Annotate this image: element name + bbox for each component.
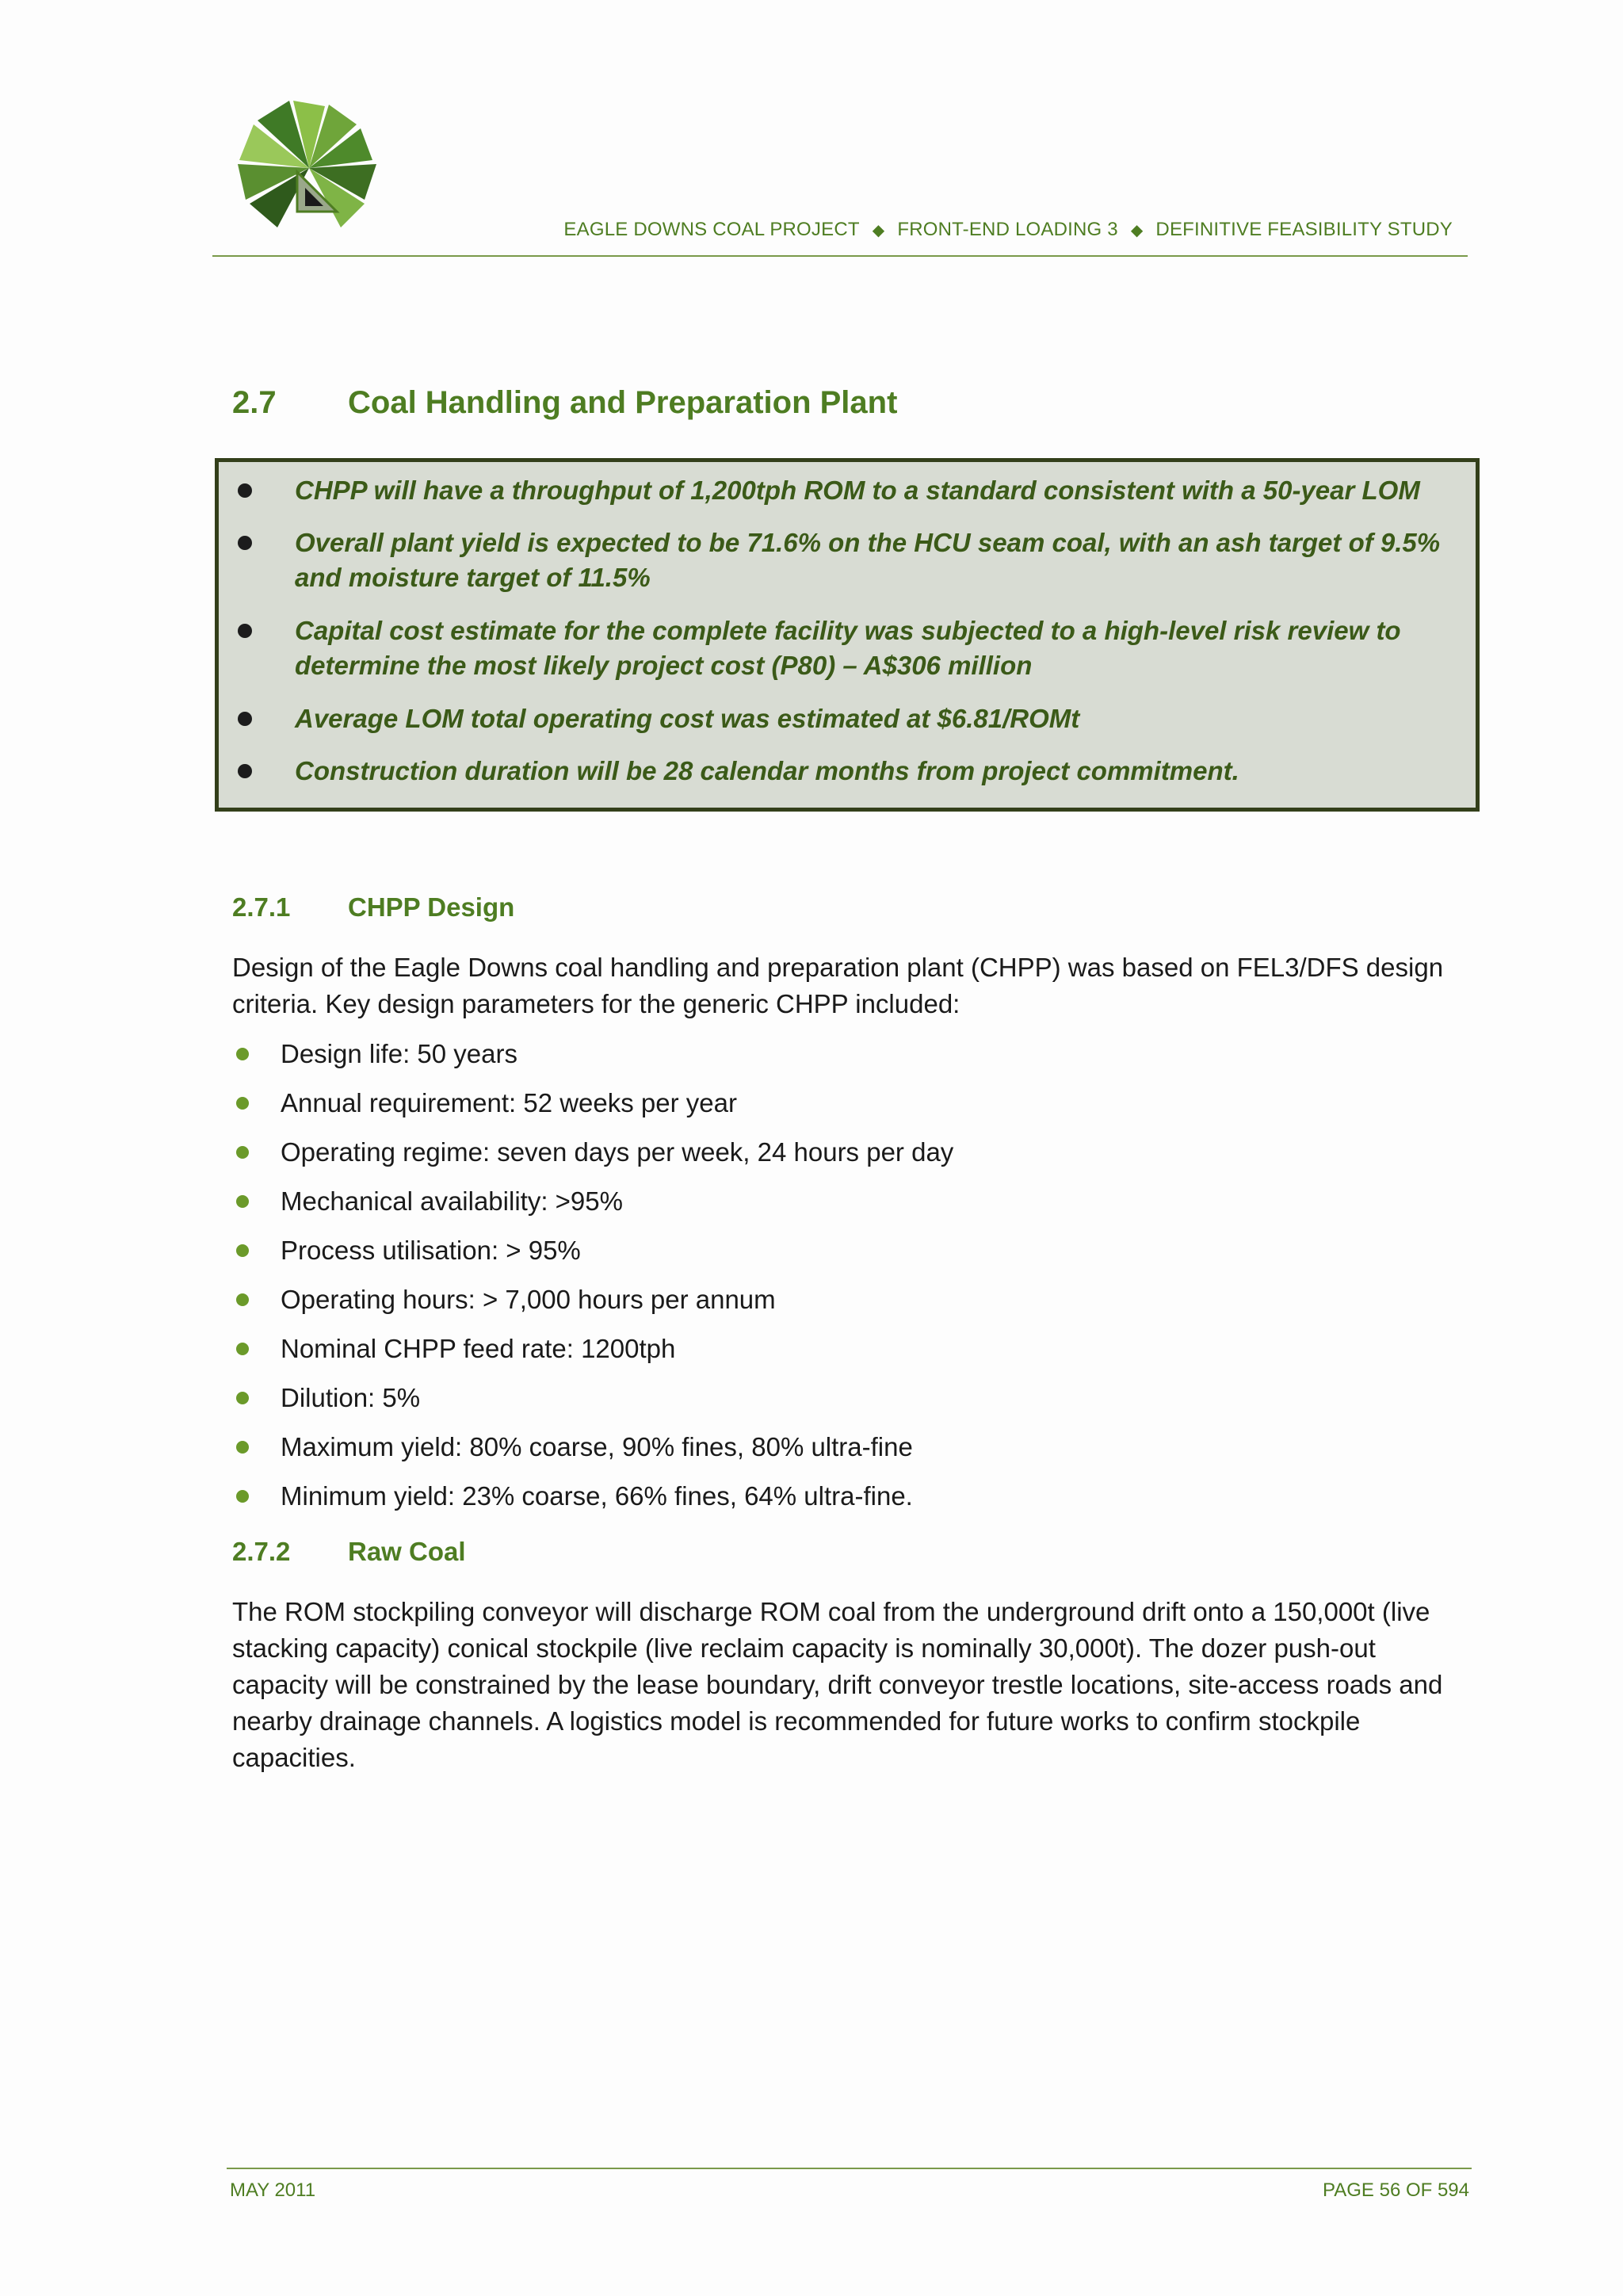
subsection-number: 2.7.2 xyxy=(232,1537,291,1566)
raw-coal-paragraph: The ROM stockpiling conveyor will discharge ROM coal from the underground drift onto a 150,000t (live stacking capacity) conical stockpile (live reclaim capacity is nominally 30,000t). The dozer push-out capacity will be constrained by the lease boundary, drift conveyor trestle locations, site-access roads and nearby drainage channels. A logistics model is recommended for future works to confirm stockpile capacities. xyxy=(232,1597,1443,1772)
header-study: DEFINITIVE FEASIBILITY STUDY xyxy=(1155,219,1453,240)
summary-item: Construction duration will be 28 calendar months from project commitment. xyxy=(219,754,1476,789)
summary-item: Average LOM total operating cost was estimated at $6.81/ROMt xyxy=(219,701,1476,736)
bullet-dot-icon xyxy=(236,1244,249,1257)
subsection-title: Raw Coal xyxy=(348,1537,466,1566)
header-phase: FRONT-END LOADING 3 xyxy=(897,219,1118,240)
section-title: Coal Handling and Preparation Plant xyxy=(348,385,898,420)
bullet-dot-icon xyxy=(238,536,252,550)
bullet-dot-icon xyxy=(236,1195,249,1208)
section-number: 2.7 xyxy=(232,385,277,420)
header-project: EAGLE DOWNS COAL PROJECT xyxy=(563,219,860,240)
bullet-dot-icon xyxy=(236,1146,249,1159)
bullet-dot-icon xyxy=(236,1097,249,1110)
summary-box xyxy=(215,458,1480,812)
bullet-dot-icon xyxy=(238,483,252,498)
summary-item: CHPP will have a throughput of 1,200tph ROM to a standard consistent with a 50-year LOM xyxy=(219,473,1476,508)
bullet-dot-icon xyxy=(238,764,252,778)
subsection-heading xyxy=(232,1537,466,1567)
bullet-dot-icon xyxy=(236,1490,249,1503)
summary-item: Overall plant yield is expected to be 71.6% on the HCU seam coal, with an ash target of 9.5% and moisture target of 11.5% xyxy=(219,525,1476,595)
running-header xyxy=(563,219,1453,241)
footer-divider xyxy=(227,2168,1472,2169)
footer-date: MAY 2011 xyxy=(230,2179,316,2201)
diamond-icon: ◆ xyxy=(1130,221,1144,239)
bullet-dot-icon xyxy=(236,1293,249,1306)
section-heading xyxy=(232,385,897,421)
bullet-dot-icon xyxy=(236,1392,249,1404)
bullet-dot-icon xyxy=(238,624,252,638)
intro-paragraph: Design of the Eagle Downs coal handling and preparation plant (CHPP) was based on FEL3/DFS design criteria. Key design parameters for the generic CHPP included: xyxy=(232,953,1444,1018)
subsection-heading xyxy=(232,892,514,923)
diamond-icon: ◆ xyxy=(872,221,885,239)
subsection-title: CHPP Design xyxy=(348,892,515,922)
footer-page-number: PAGE 56 OF 594 xyxy=(1323,2179,1469,2201)
header-divider xyxy=(212,255,1468,257)
bullet-dot-icon xyxy=(236,1441,249,1454)
bullet-dot-icon xyxy=(238,712,252,726)
summary-item: Capital cost estimate for the complete facility was subjected to a high-level risk review to determine the most likely project cost (P80) – A$306 million xyxy=(219,613,1476,683)
pinwheel-logo-icon xyxy=(230,89,388,247)
bullet-dot-icon xyxy=(236,1048,249,1060)
subsection-number: 2.7.1 xyxy=(232,892,291,922)
bullet-dot-icon xyxy=(236,1343,249,1355)
